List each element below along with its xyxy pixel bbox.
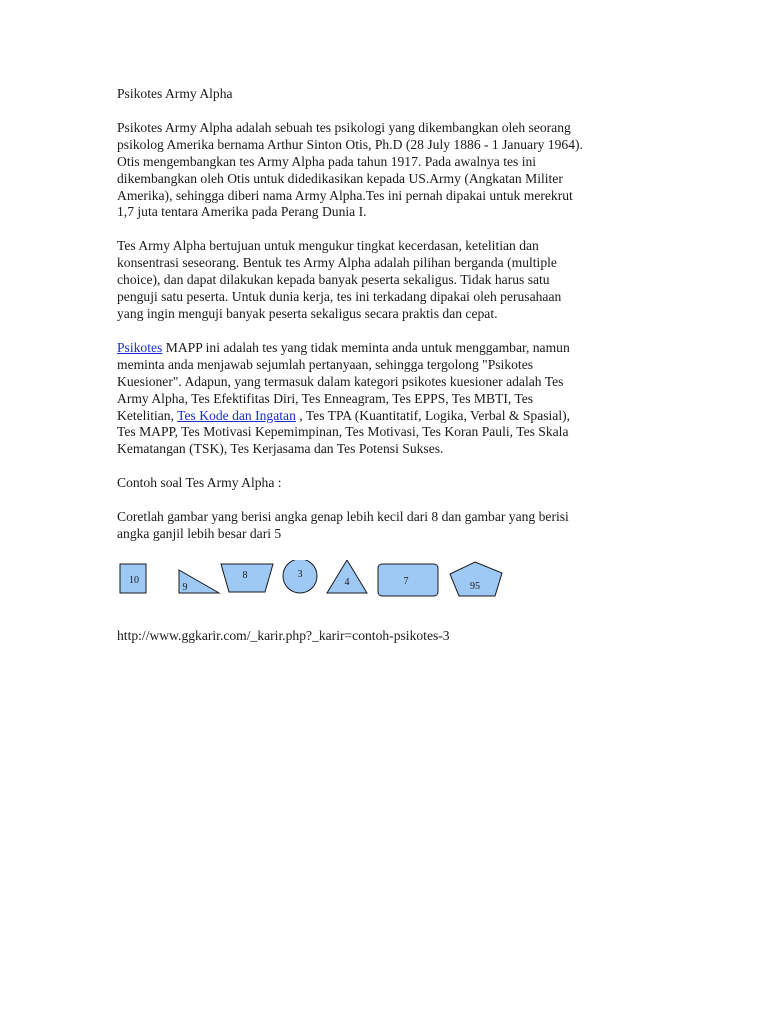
categories-text-a: MAPP ini adalah tes yang tidak meminta anda untuk menggambar, namun meminta anda menjawab sejumlah pertanyaan, sehingga tergolong "Psikotes Kuesioner". Adapun, yang termasuk dalam kategori psikotes kuesioner adalah Tes Army Alpha, Tes Efektifitas Diri, Tes Enneagram, Tes EPPS, Tes MBTI, Tes Ketelitian, [117, 339, 570, 423]
shape-label-triangle: 4 [344, 576, 350, 588]
shape-label-right-triangle: 9 [182, 581, 188, 593]
tes-kode-dan-ingatan-link[interactable]: Tes Kode dan Ingatan [177, 407, 296, 423]
shape-label-square: 10 [129, 574, 139, 586]
categories-text-b: , Tes TPA (Kuantitatif, Logika, Verbal & Spasial), Tes MAPP, Tes Motivasi Kepemimpinan, Tes Motivasi, Tes Koran Pauli, Tes Skala Kematangan (TSK), Tes Kerjasama dan Tes Potensi Sukses. [117, 407, 571, 457]
shape-rounded-rectangle [378, 564, 438, 596]
shape-figures [117, 560, 517, 610]
question-text: Coretlah gambar yang berisi angka genap lebih kecil dari 8 dan gambar yang berisi angka ganjil lebih besar dari 5 [117, 509, 569, 542]
psikotes-link[interactable]: Psikotes [117, 339, 163, 355]
document-body [117, 86, 657, 645]
shape-label-trapezoid: 8 [242, 569, 248, 581]
paragraph-purpose: Tes Army Alpha bertujuan untuk mengukur tingkat kecerdasan, ketelitian dan konsentrasi seseorang. Bentuk tes Army Alpha adalah pilihan berganda (multiple choice), dan dapat dilakukan kepada banyak peserta sekaligus. Tidak harus satu penguji satu peserta. Untuk dunia kerja, tes ini terkadang dipakai oleh perusahaan yang ingin menguji banyak peserta sekaligus secara praktis dan cepat. [117, 238, 562, 321]
example-heading: Contoh soal Tes Army Alpha : [117, 475, 282, 491]
shape-label-circle: 3 [297, 568, 303, 580]
shape-right-triangle [179, 570, 219, 593]
source-url: http://www.ggkarir.com/_karir.php?_karir=contoh-psikotes-3 [117, 627, 450, 643]
document-title: Psikotes Army Alpha [117, 86, 233, 101]
paragraph-categories [117, 340, 657, 458]
shape-pentagon [450, 562, 502, 596]
shape-label-rounded-rectangle: 7 [403, 575, 409, 587]
paragraph-intro: Psikotes Army Alpha adalah sebuah tes psikologi yang dikembangkan oleh seorang psikolog Amerika bernama Arthur Sinton Otis, Ph.D (28 July 1886 - 1 January 1964). Otis mengembangkan tes Army Alpha pada tahun 1917. Pada awalnya tes ini dikembangkan oleh Otis untuk didedikasikan kepada US.Army (Angkatan Militer Amerika), sehingga diberi nama Army Alpha.Tes ini pernah dipakai untuk merekrut 1,7 juta tentara Amerika pada Perang Dunia I. [117, 119, 583, 220]
shape-trapezoid [221, 564, 273, 592]
shape-square [120, 564, 146, 593]
shape-label-pentagon: 95 [470, 580, 480, 592]
shape-triangle [327, 560, 367, 593]
shape-circle [283, 560, 317, 593]
